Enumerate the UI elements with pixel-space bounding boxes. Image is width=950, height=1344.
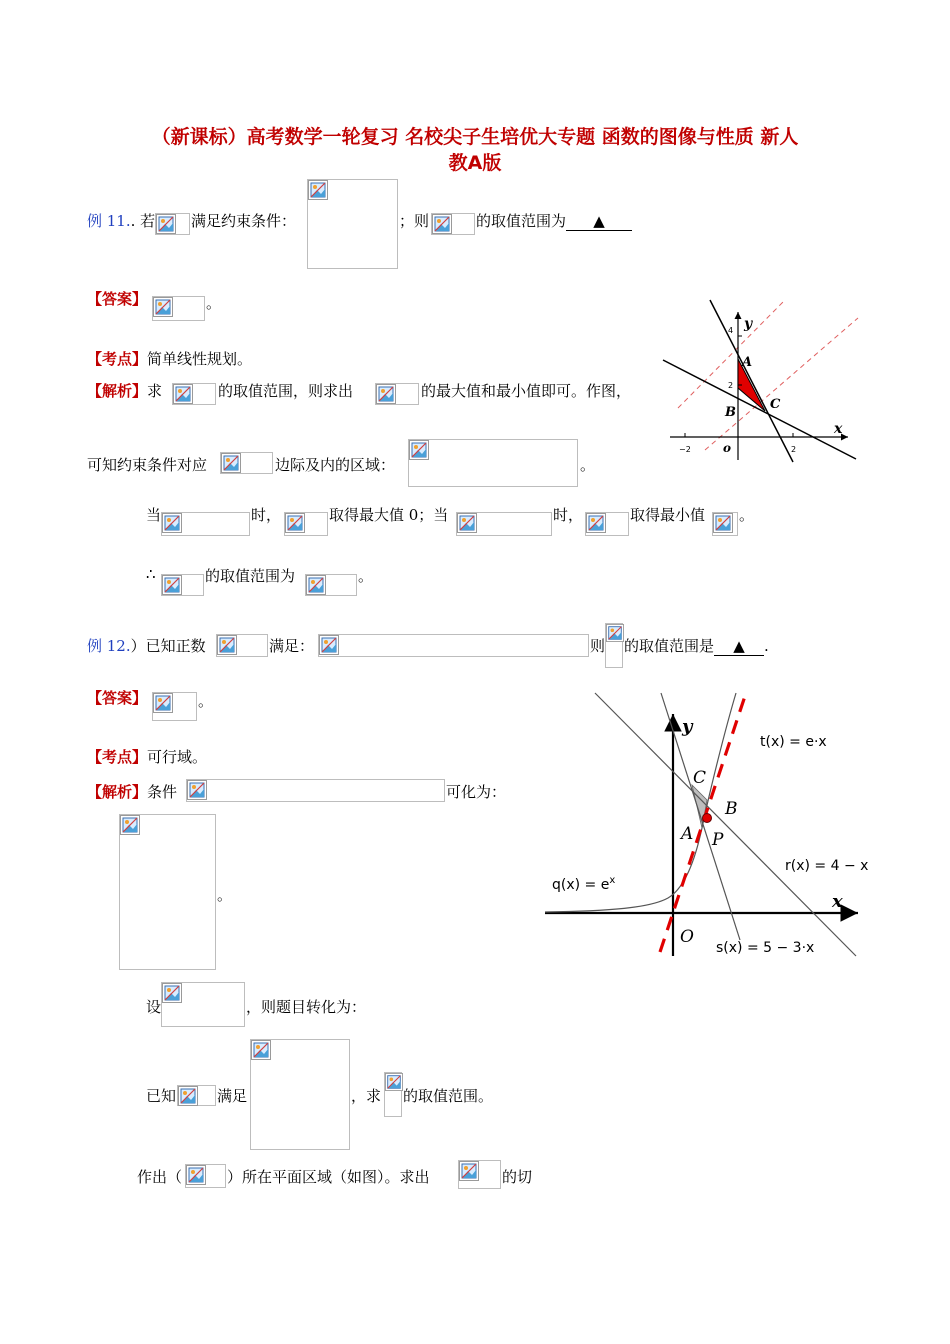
formula-image bbox=[152, 296, 205, 321]
text: 的切 bbox=[502, 1168, 533, 1186]
x-tick-label-neg2: −2 bbox=[679, 445, 691, 454]
answer-tag: 【答案】 bbox=[87, 689, 148, 707]
feasible-region-figure bbox=[540, 690, 869, 960]
point-label-b: B bbox=[725, 799, 738, 819]
text: ，求 bbox=[351, 1087, 382, 1105]
analysis-line: 【解析】求 bbox=[87, 382, 163, 400]
formula-image bbox=[185, 1164, 226, 1188]
formula-image bbox=[177, 1085, 216, 1106]
label-t: t(x) = e·x bbox=[760, 734, 827, 750]
text: 的取值范围是 ▲ . bbox=[624, 637, 769, 655]
text: 满足 bbox=[217, 1087, 248, 1105]
y-axis-label: y bbox=[744, 316, 753, 332]
point-p bbox=[703, 814, 712, 823]
dashed-line-1 bbox=[678, 300, 785, 408]
image-placeholder-icon bbox=[186, 1165, 206, 1185]
line-r bbox=[595, 693, 856, 956]
image-placeholder-icon bbox=[153, 693, 173, 713]
y-tick-label-4: 4 bbox=[728, 326, 734, 335]
image-placeholder-icon bbox=[217, 635, 237, 655]
text: 取得最大值 0；当 bbox=[329, 506, 449, 524]
image-placeholder-icon bbox=[156, 214, 176, 234]
text: 则 bbox=[590, 637, 606, 655]
formula-image bbox=[186, 779, 445, 802]
image-placeholder-icon bbox=[162, 983, 182, 1003]
y-tick-label-2: 2 bbox=[728, 381, 734, 390]
formula-image bbox=[605, 623, 623, 668]
formula-image bbox=[172, 383, 216, 405]
analysis-line: 【解析】条件 bbox=[87, 783, 178, 801]
image-placeholder-icon bbox=[459, 1161, 479, 1181]
formula-image bbox=[307, 179, 398, 269]
image-placeholder-icon bbox=[306, 575, 326, 595]
origin-label: o bbox=[723, 441, 732, 455]
example-12-line: 例 12.）已知正数 bbox=[87, 637, 206, 655]
point-line: 【考点】可行域。 bbox=[87, 748, 208, 766]
formula-image bbox=[220, 452, 273, 474]
origin-label: O bbox=[680, 927, 694, 947]
formula-image bbox=[585, 512, 629, 536]
text: ；则 bbox=[399, 212, 430, 230]
text: 设 bbox=[146, 998, 162, 1016]
x-tick-label-2: 2 bbox=[791, 445, 797, 454]
image-placeholder-icon bbox=[251, 1040, 271, 1060]
formula-image bbox=[155, 213, 190, 235]
formula-image bbox=[250, 1039, 350, 1150]
linear-programming-figure bbox=[660, 300, 860, 465]
formula-image bbox=[152, 692, 197, 721]
point-label-a: A bbox=[681, 824, 694, 844]
text: 作出（ bbox=[137, 1168, 183, 1186]
y-axis-label: y bbox=[682, 716, 693, 737]
formula-image bbox=[712, 512, 738, 536]
image-placeholder-icon bbox=[153, 297, 173, 317]
point-label-c: C bbox=[693, 768, 707, 788]
image-placeholder-icon bbox=[319, 635, 339, 655]
answer-blank: ▲ bbox=[566, 212, 632, 231]
text: 时， bbox=[553, 506, 584, 524]
text: 满足： bbox=[269, 637, 315, 655]
text: 的取值范围。 bbox=[403, 1087, 494, 1105]
text: ）所在平面区域（如图）。求出 bbox=[227, 1168, 430, 1186]
formula-image bbox=[305, 574, 357, 596]
formula-image bbox=[384, 1072, 402, 1117]
text: 时， bbox=[251, 506, 282, 524]
formula-image bbox=[216, 634, 268, 657]
text: 当 bbox=[146, 506, 162, 524]
text: 的取值范围为 ▲ bbox=[476, 210, 632, 231]
text: 。 bbox=[358, 567, 374, 585]
image-placeholder-icon bbox=[713, 513, 733, 533]
formula-image bbox=[458, 1160, 501, 1189]
image-placeholder-icon bbox=[606, 624, 624, 642]
label-r: r(x) = 4 − x bbox=[785, 858, 869, 874]
image-placeholder-icon bbox=[432, 214, 452, 234]
text: 取得最小值 bbox=[630, 506, 706, 524]
therefore-symbol: ∴ bbox=[146, 565, 156, 583]
formula-image bbox=[456, 512, 552, 536]
label-q: $q(x) = e^x$ bbox=[552, 875, 616, 893]
example-11-label: 例 11. bbox=[87, 212, 131, 230]
text: 。 bbox=[206, 294, 222, 312]
formula-image bbox=[161, 574, 204, 596]
formula-image bbox=[161, 982, 245, 1027]
image-placeholder-icon bbox=[221, 453, 241, 473]
formula-image bbox=[408, 439, 578, 487]
text: 可知约束条件对应 bbox=[87, 456, 208, 474]
formula-image bbox=[161, 512, 250, 536]
text: 的最大值和最小值即可。作图， bbox=[421, 382, 632, 400]
image-placeholder-icon bbox=[162, 513, 182, 533]
label-s: s(x) = 5 − 3·x bbox=[716, 940, 815, 956]
image-placeholder-icon bbox=[586, 513, 606, 533]
point-label-c: C bbox=[770, 397, 781, 412]
page-title: （新课标）高考数学一轮复习 名校尖子生培优大专题 函数的图像与性质 新人 教A版 bbox=[151, 126, 799, 174]
answer-blank: ▲ bbox=[714, 637, 764, 656]
image-placeholder-icon bbox=[162, 575, 182, 595]
text: ，则题目转化为： bbox=[246, 998, 367, 1016]
point-label-p: P bbox=[712, 830, 724, 850]
text: 满足约束条件： bbox=[191, 212, 297, 230]
image-placeholder-icon bbox=[308, 180, 328, 200]
image-placeholder-icon bbox=[385, 1073, 403, 1091]
x-axis-label: x bbox=[832, 891, 843, 912]
formula-image bbox=[375, 383, 419, 405]
formula-image bbox=[318, 634, 589, 657]
text: 。 bbox=[580, 456, 596, 474]
image-placeholder-icon bbox=[409, 440, 429, 460]
text: 。 bbox=[198, 692, 214, 710]
text: 。 bbox=[739, 506, 755, 524]
formula-image bbox=[431, 213, 475, 235]
image-placeholder-icon bbox=[187, 780, 207, 800]
constraint-line-2 bbox=[663, 360, 856, 459]
point-label-a: A bbox=[742, 355, 753, 370]
text: 。 bbox=[217, 886, 233, 904]
text: 边际及内的区域： bbox=[275, 456, 396, 474]
example-11-line: 例 11.. 若 bbox=[87, 212, 156, 230]
text: 的取值范围为 bbox=[205, 567, 296, 585]
text: 的取值范围，则求出 bbox=[218, 382, 354, 400]
image-placeholder-icon bbox=[120, 815, 140, 835]
image-placeholder-icon bbox=[178, 1086, 198, 1106]
image-placeholder-icon bbox=[376, 384, 396, 404]
point-line: 【考点】简单线性规划。 bbox=[87, 350, 253, 368]
image-placeholder-icon bbox=[173, 384, 193, 404]
image-placeholder-icon bbox=[457, 513, 477, 533]
text: 可化为： bbox=[446, 783, 507, 801]
text: 已知 bbox=[146, 1087, 177, 1105]
point-label-b: B bbox=[725, 405, 736, 420]
example-12-label: 例 12. bbox=[87, 637, 131, 655]
image-placeholder-icon bbox=[285, 513, 305, 533]
formula-image bbox=[284, 512, 328, 536]
answer-tag: 【答案】 bbox=[87, 290, 148, 308]
formula-image bbox=[119, 814, 216, 970]
x-axis-label: x bbox=[834, 421, 843, 437]
